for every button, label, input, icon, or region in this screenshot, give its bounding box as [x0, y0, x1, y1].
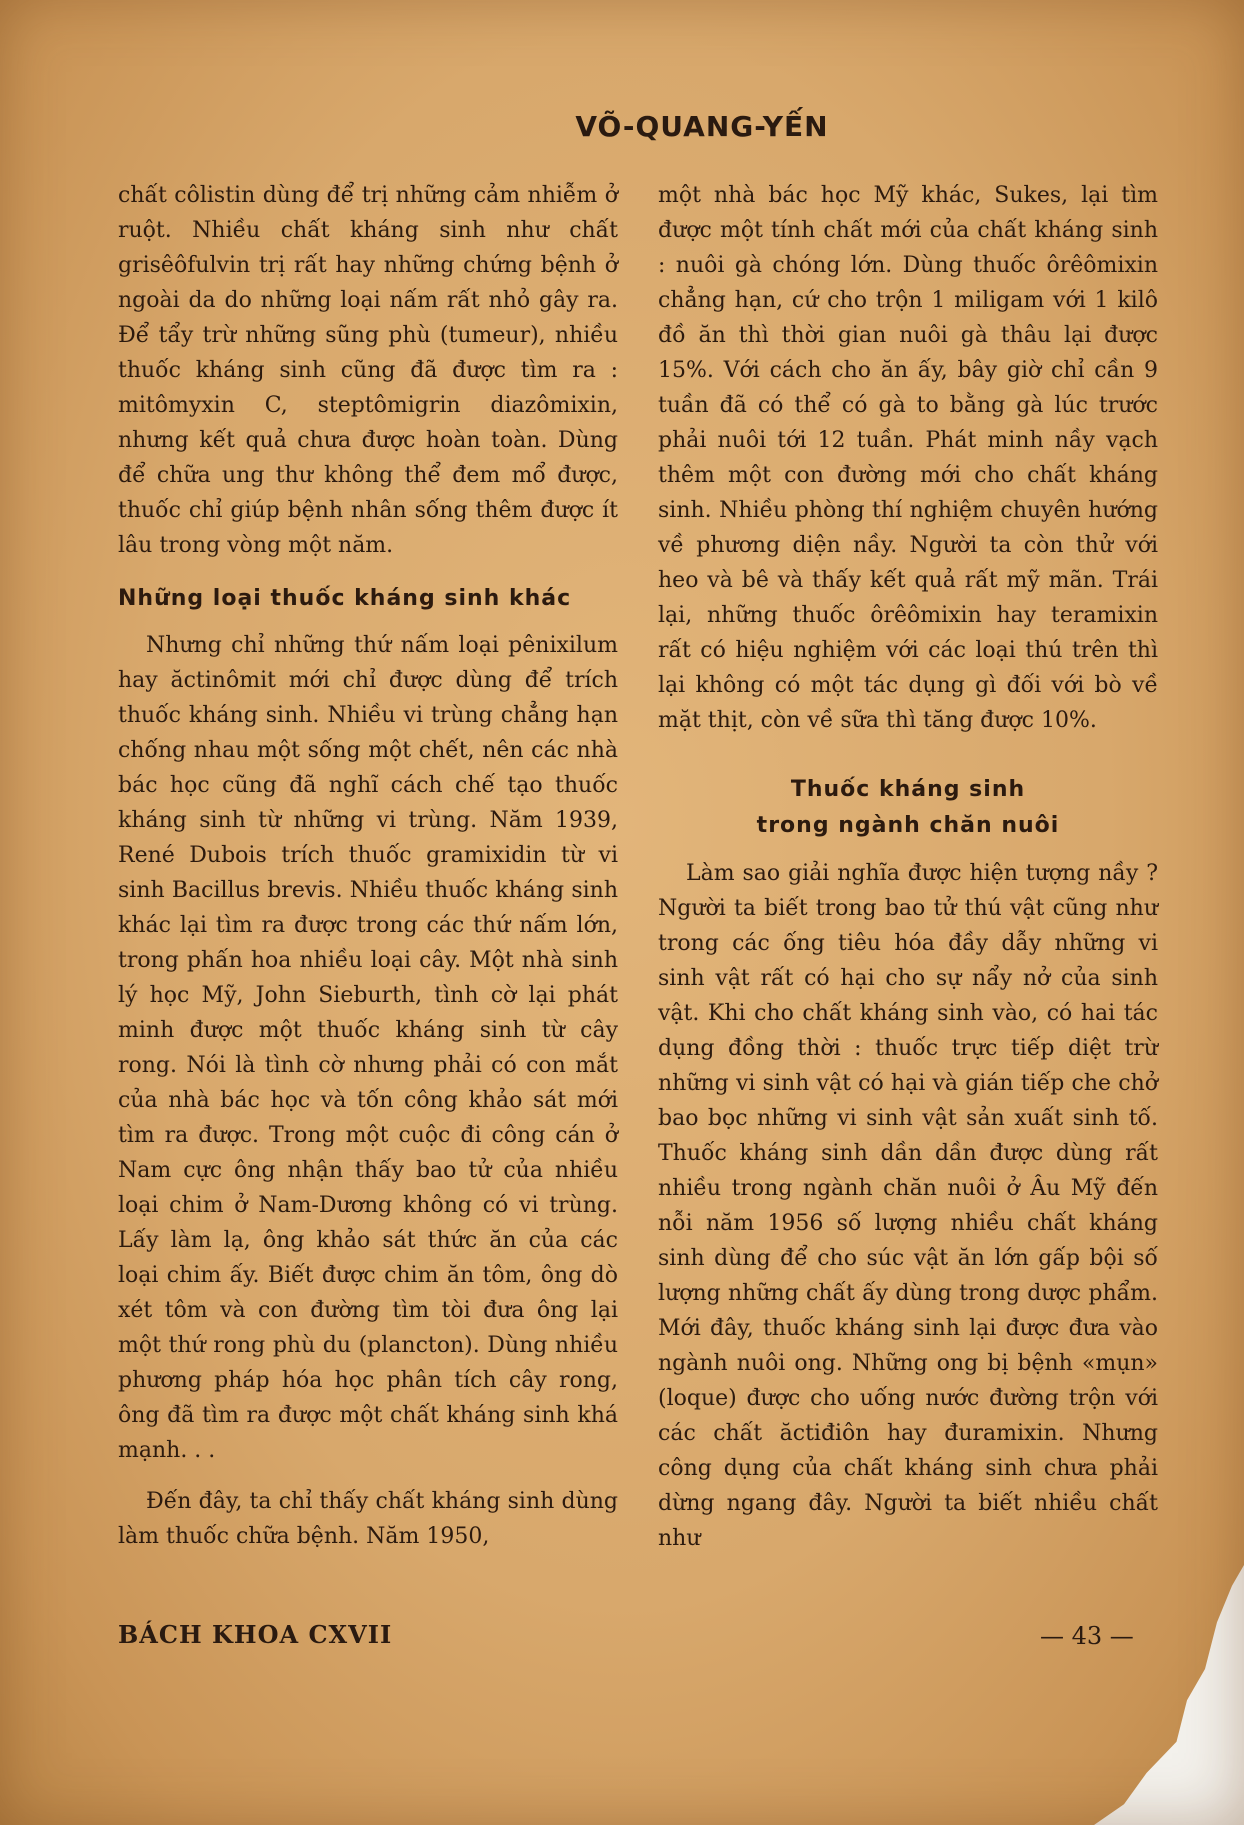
paragraph: Nhưng chỉ những thứ nấm loại pênixilum hay ăctinômit mới chỉ được dùng để trích thuốc kháng sinh. Nhiều vi trùng chẳng hạn chống nhau một sống một chết, nên các nhà bác học cũng đã nghĩ cách chế tạo thuốc kháng sinh từ những vi trùng. Năm 1939, René Dubois trích thuốc gramixidin từ vi sinh Bacillus brevis. Nhiều thuốc kháng sinh khác lại tìm ra được trong các thứ nấm lớn, trong phấn hoa nhiều loại cây. Một nhà sinh lý học Mỹ, John Sieburth, tình cờ lại phát minh được một thuốc kháng sinh từ cây rong. Nói là tình cờ nhưng phải có con mắt của nhà bác học và tốn công khảo sát mới tìm ra được. Trong một cuộc đi công cán ở Nam cực ông nhận thấy bao tử của nhiều loại chim ở Nam-Dương không có vi trùng. Lấy làm lạ, ông khảo sát thức ăn của các loại chim ấy. Biết được chim ăn tôm, ông dò xét tôm và con đường tìm tòi đưa ông lại một thứ rong phù du (plancton). Dùng nhiều phương pháp hóa học phân tích cây rong, ông đã tìm ra được một chất kháng sinh khá mạnh. . . [118, 633, 618, 1463]
section-heading-line2: trong ngành chăn nuôi [756, 813, 1060, 838]
paragraph: một nhà bác học Mỹ khác, Sukes, lại tìm được một tính chất mới của chất kháng sinh : nuôi gà chóng lớn. Dùng thuốc ôrêômixin chẳng hạn, cứ cho trộn 1 miligam với 1 kilô đồ ăn thì thời gian nuôi gà thâu lại được 15%. Với cách cho ăn ấy, bây giờ chỉ cần 9 tuần đã có thể có gà to bằng gà lúc trước phải nuôi tới 12 tuần. Phát minh nầy vạch thêm một con đường mới cho chất kháng sinh. Nhiều phòng thí nghiệm chuyên hướng về phương diện nầy. Người ta còn thử với heo và bê và thấy kết quả rất mỹ mãn. Trái lại, những thuốc ôrêômixin hay teramixin rất có hiệu nghiệm với các loại thú trên thì lại không có một tác dụng gì đối với bò về mặt thịt, còn về sữa thì tăng được 10%. [658, 183, 1158, 733]
journal-footer: BÁCH KHOA CXVII [118, 1620, 393, 1649]
section-heading: Những loại thuốc kháng sinh khác [118, 586, 572, 611]
right-column [658, 178, 1158, 1556]
author-header: VÕ-QUANG-YẾN [575, 110, 829, 143]
paragraph: chất côlistin dùng để trị những cảm nhiễm ở ruột. Nhiều chất kháng sinh như chất grisêôfulvin trị rất hay những chứng bệnh ở ngoài da do những loại nấm rất nhỏ gây ra. Để tẩy trừ những sũng phù (tumeur), nhiều thuốc kháng sinh cũng đã được tìm ra : mitômyxin C, steptômigrin diazômixin, nhưng kết quả chưa được hoàn toàn. Dùng để chữa ung thư không thể đem mổ được, thuốc chỉ giúp bệnh nhân sống thêm được ít lâu trong vòng một năm. [118, 183, 618, 558]
paragraph: Làm sao giải nghĩa được hiện tượng nầy ? Người ta biết trong bao tử thú vật cũng như trong các ống tiêu hóa đầy dẫy những vi sinh vật rất có hại cho sự nẩy nở của sinh vật. Khi cho chất kháng sinh vào, có hai tác dụng đồng thời : thuốc trực tiếp diệt trừ những vi sinh vật có hại và gián tiếp che chở bao bọc những vi sinh vật sản xuất sinh tố. Thuốc kháng sinh dần dần được dùng rất nhiều trong ngành chăn nuôi ở Âu Mỹ đến nỗi năm 1956 số lượng nhiều chất kháng sinh dùng để cho súc vật ăn lớn gấp bội số lượng những chất ấy dùng trong dược phẩm. Mới đây, thuốc kháng sinh lại được đưa vào ngành nuôi ong. Những ong bị bệnh «mụn» (loque) được cho uống nước đường trộn với các chất ăctiđiôn hay đuramixin. Nhưng công dụng của chất kháng sinh chưa phải dừng ngang đây. Người ta biết nhiều chất như [658, 861, 1158, 1551]
paragraph: Đến đây, ta chỉ thấy chất kháng sinh dùng làm thuốc chữa bệnh. Năm 1950, [118, 1489, 618, 1549]
section-heading [658, 772, 1158, 844]
torn-corner [1094, 1565, 1244, 1825]
section-heading-line1: Thuốc kháng sinh [790, 777, 1026, 802]
page-number: — 43 — [1040, 1622, 1134, 1650]
left-column [118, 178, 618, 1554]
